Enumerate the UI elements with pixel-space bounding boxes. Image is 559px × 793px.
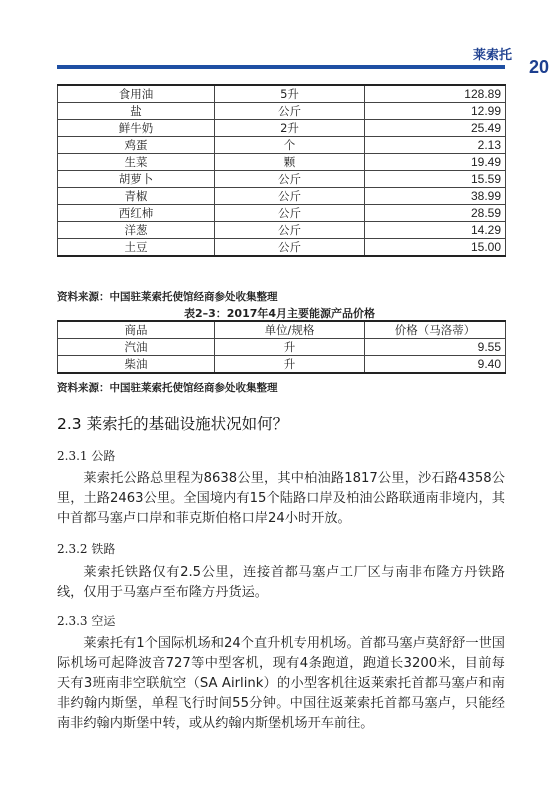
- column-header: 商品: [58, 321, 215, 339]
- table-row: [58, 239, 506, 257]
- table-row: [58, 154, 506, 171]
- table-cell: 15.59: [365, 171, 506, 188]
- table-cell: 128.89: [365, 85, 506, 103]
- paragraph-road: 莱索托公路总里程为8638公里，其中柏油路1817公里，沙石路4358公里，土路2463公里。全国境内有15个陆路口岸及柏油公路联通南非境内，其中首都马塞卢口岸和菲克斯伯格口岸24小时开放。: [57, 471, 505, 526]
- column-header: 单位/规格: [215, 321, 365, 339]
- table-cell: 公斤: [215, 103, 365, 120]
- table-row: [58, 103, 506, 120]
- paragraph-rail: 莱索托铁路仅有2.5公里，连接首都马塞卢工厂区与南非布隆方丹铁路线，仅用于马塞卢至布隆方丹货运。: [57, 565, 505, 600]
- subsection-heading-road: 2.3.1 公路: [57, 449, 116, 463]
- table2-source-note: 资料来源：中国驻莱索托使馆经商参处收集整理: [57, 382, 278, 394]
- food-price-table: [57, 84, 506, 257]
- table-row: [58, 222, 506, 239]
- table-row: [58, 137, 506, 154]
- table-cell: 柴油: [58, 356, 215, 374]
- table-cell: 公斤: [215, 188, 365, 205]
- table-cell: 公斤: [215, 222, 365, 239]
- table-cell: 鸡蛋: [58, 137, 215, 154]
- table-header-row: [58, 321, 506, 339]
- table-row: [58, 339, 506, 356]
- header-rule: [57, 65, 505, 69]
- subsection-heading-air: 2.3.3 空运: [57, 614, 116, 628]
- table-row: [58, 356, 506, 374]
- table-cell: 洋葱: [58, 222, 215, 239]
- table-cell: 升: [215, 339, 365, 356]
- table-cell: 公斤: [215, 205, 365, 222]
- table-cell: 鲜牛奶: [58, 120, 215, 137]
- table-cell: 胡萝卜: [58, 171, 215, 188]
- table1-source-note: 资料来源：中国驻莱索托使馆经商参处收集整理: [57, 291, 278, 303]
- table-cell: 个: [215, 137, 365, 154]
- table-row: [58, 120, 506, 137]
- table-cell: 14.29: [365, 222, 506, 239]
- table-cell: 38.99: [365, 188, 506, 205]
- table-cell: 28.59: [365, 205, 506, 222]
- table-cell: 2.13: [365, 137, 506, 154]
- table-cell: 西红柿: [58, 205, 215, 222]
- energy-price-table: [57, 320, 506, 374]
- table-cell: 颗: [215, 154, 365, 171]
- table-cell: 12.99: [365, 103, 506, 120]
- table-row: [58, 188, 506, 205]
- table-cell: 汽油: [58, 339, 215, 356]
- table-cell: 15.00: [365, 239, 506, 257]
- table-cell: 公斤: [215, 171, 365, 188]
- subsection-heading-rail: 2.3.2 铁路: [57, 542, 116, 556]
- table-cell: 9.40: [365, 356, 506, 374]
- table-row: [58, 171, 506, 188]
- energy-price-table-body: [58, 321, 506, 373]
- food-price-table-body: [58, 85, 506, 256]
- table-cell: 土豆: [58, 239, 215, 257]
- column-header: 价格（马洛蒂）: [365, 321, 506, 339]
- table-cell: 19.49: [365, 154, 506, 171]
- table-row: [58, 85, 506, 103]
- table-cell: 青椒: [58, 188, 215, 205]
- running-header-title: 莱索托: [472, 48, 512, 63]
- table-cell: 生菜: [58, 154, 215, 171]
- table-cell: 25.49: [365, 120, 506, 137]
- table-row: [58, 205, 506, 222]
- page-number: 20: [528, 57, 549, 77]
- table-cell: 2升: [215, 120, 365, 137]
- table-cell: 5升: [215, 85, 365, 103]
- table2-caption: 表2–3：2017年4月主要能源产品价格: [183, 307, 376, 320]
- table-cell: 升: [215, 356, 365, 374]
- section-heading: 2.3 莱索托的基础设施状况如何？: [57, 415, 289, 433]
- table-cell: 公斤: [215, 239, 365, 257]
- paragraph-air: 莱索托有1个国际机场和24个直升机专用机场。首都马塞卢莫舒舒一世国际机场可起降波音727等中型客机，现有4条跑道，跑道长3200米，目前每天有3班南非空联航空（SA Airlink）的小型客机往返莱索托首都马塞卢和南非约翰内斯堡，单程飞行时间55分钟。中国往返莱索托首都马塞卢，只能经南非约翰内斯堡中转，或从约翰内斯堡机场开车前往。: [57, 636, 505, 731]
- table-cell: 盐: [58, 103, 215, 120]
- table-cell: 食用油: [58, 85, 215, 103]
- table-cell: 9.55: [365, 339, 506, 356]
